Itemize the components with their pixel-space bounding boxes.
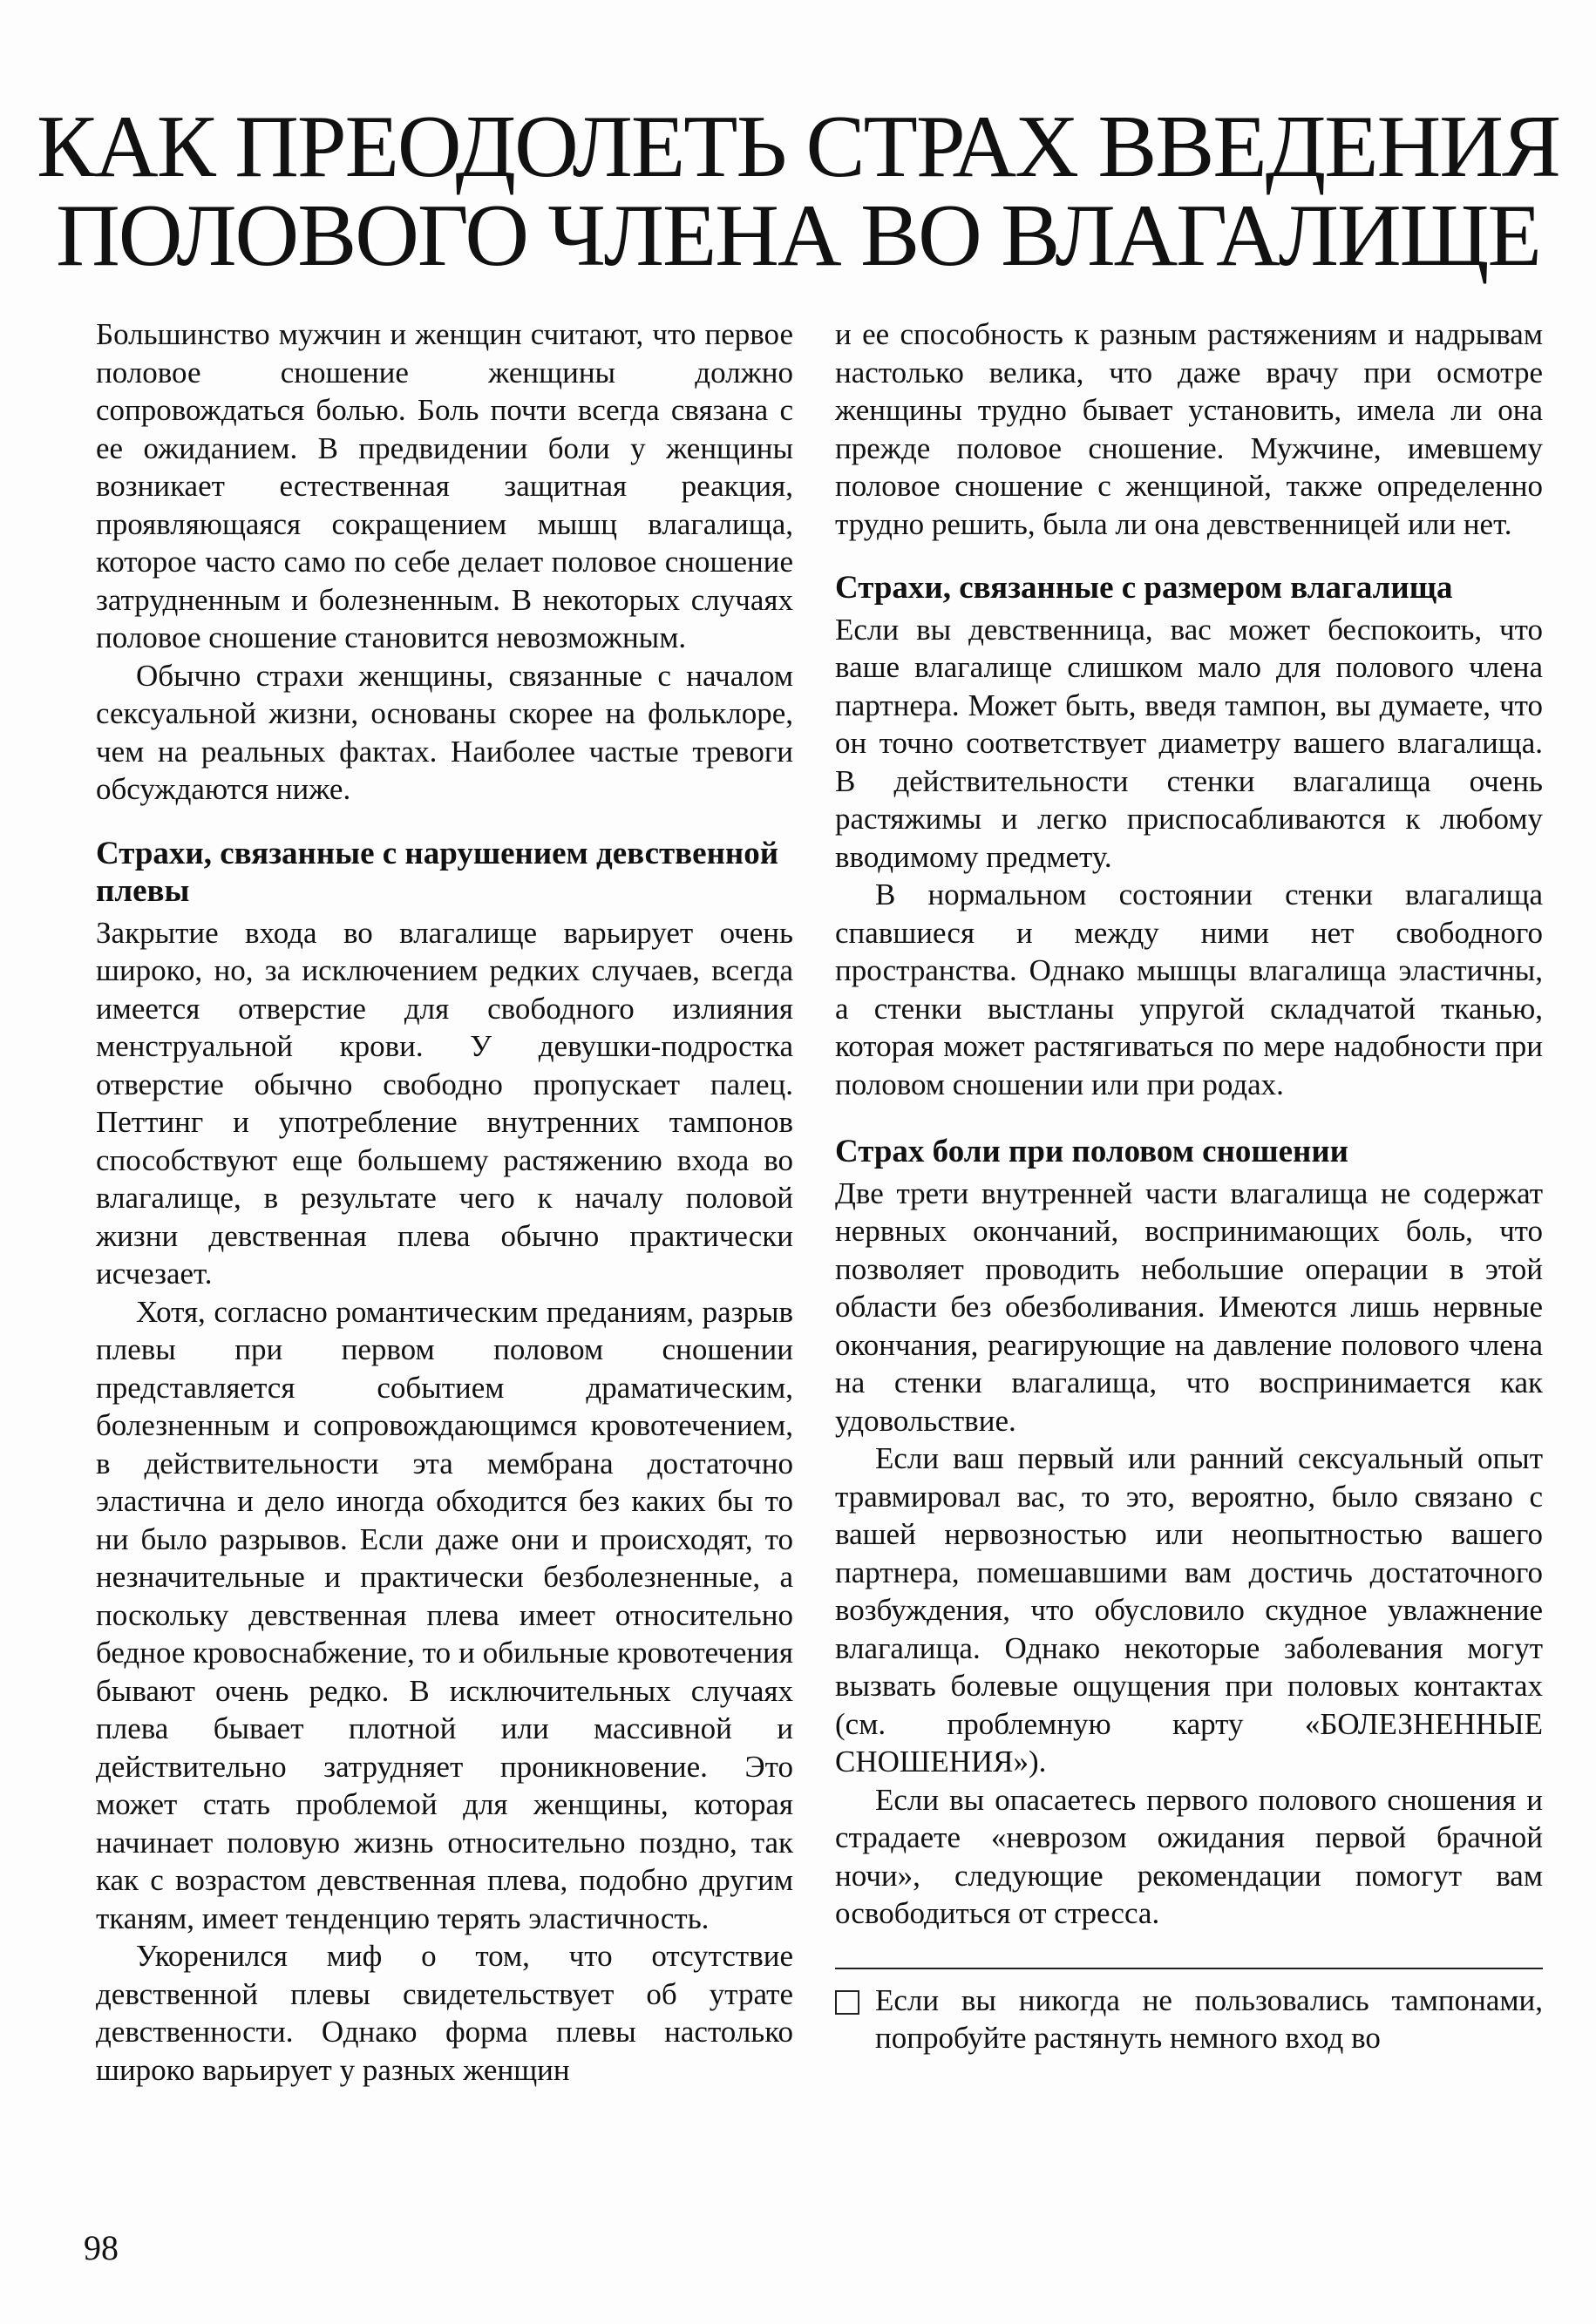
section-heading-hymen: Страхи, связанные с нарушением девственной плевы xyxy=(96,835,779,909)
paragraph: и ее способность к разным растяжениям и надрывам настолько велика, что даже врачу при осмотре женщины трудно бывает установить, имела ли она прежде половое сношение. Мужчине, имевшему половое сношение с женщиной, также определенно трудно решить, была ли она девственницей или нет. xyxy=(835,317,1543,541)
paragraph: Закрытие входа во влагалище варьирует очень широко, но, за исключением редких случаев, всегда имеется отверстие для свободного излияния менструальной крови. У девушки-подростка отверстие обычно свободно пропускает палец. Петтинг и употребление внутренних тампонов способствуют еще большему растяжению входа во влагалище, в результате чего к началу половой жизни девственная плева обычно практически исчезает. xyxy=(96,915,793,1291)
section-heading-vagina-size: Страхи, связанные с размером влагалища xyxy=(835,570,1453,606)
title-line-2: ПОЛОВОГО ЧЛЕНА ВО ВЛАГАЛИЩЕ xyxy=(56,186,1540,285)
checklist-item xyxy=(835,1982,1543,2057)
paragraph: Хотя, согласно романтическим преданиям, разрыв плевы при первом половом сношении представляется событием драматическим, болезненным и сопровождающимся кровотечением, в действительности эта мембрана достаточно эластична и дело иногда обходится без каких бы то ни было разрывов. Если даже они и происходят, то незначительные и практически безболезненные, а поскольку девственная плева имеет относительно бедное кровоснабжение, то и обильные кровотечения бывают очень редко. В исключительных случаях плева бывает плотной или массивной и действительно затрудняет проникновение. Это может стать проблемой для женщины, которая начинает половую жизнь относительно поздно, так как с возрастом девственная плева, подобно другим тканям, имеет тенденцию терять эластичность. xyxy=(96,1294,793,1935)
page-number: 98 xyxy=(84,2228,119,2267)
title-line-1: КАК ПРЕОДОЛЕТЬ СТРАХ ВВЕДЕНИЯ xyxy=(37,98,1559,196)
left-column xyxy=(96,315,793,2089)
paragraph: Если ваш первый или ранний сексуальный опыт травмировал вас, то это, вероятно, было связано с вашей нервозностью или неопытностью вашего партнера, помешавшими вам достичь достаточного возбуждения, что обусловило скудное увлажнение влагалища. Однако некоторые заболевания могут вызвать болевые ощущения при половых контактах (см. проблемную карту «БОЛЕЗНЕННЫЕ СНОШЕНИЯ»). xyxy=(835,1441,1543,1779)
checkbox-square-icon xyxy=(835,1990,859,2015)
paragraph: Обычно страхи женщины, связанные с началом сексуальной жизни, основаны скорее на фольклоре, чем на реальных фактах. Наиболее частые тревоги обсуждаются ниже. xyxy=(96,658,793,806)
paragraph: Большинство мужчин и женщин считают, что первое половое сношение женщины должно сопровождаться болью. Боль почти всегда связана с ее ожиданием. В предвидении боли у женщины возникает естественная защитная реакция, проявляющаяся сокращением мышц влагалища, которое часто само по себе делает половое сношение затрудненным и болезненным. В некоторых случаях половое сношение становится невозможным. xyxy=(96,317,793,654)
divider xyxy=(835,1968,1543,1969)
right-column xyxy=(835,315,1543,2057)
section-heading-pain: Страх боли при половом сношении xyxy=(835,1134,1349,1169)
paragraph: В нормальном состоянии стенки влагалища спавшиеся и между ними нет свободного пространства. Однако мышцы влагалища эластичны, а стенки выстланы упругой складчатой тканью, которая может растягиваться по мере надобности при половом сношении или при родах. xyxy=(835,877,1543,1101)
paragraph: Две трети внутренней части влагалища не содержат нервных окончаний, воспринимающих боль, что позволяет проводить небольшие операции в этой области без обезболивания. Имеются лишь нервные окончания, реагирующие на давление полового члена на стенки влагалища, что воспринимается как удовольствие. xyxy=(835,1176,1543,1438)
checklist-item-text: Если вы никогда не пользовались тампонами, попробуйте растянуть немного вход во xyxy=(875,1982,1543,2055)
paragraph: Если вы девственница, вас может беспокоить, что ваше влагалище слишком мало для полового члена партнера. Может быть, введя тампон, вы думаете, что он точно соответствует диаметру вашего влагалища. В действительности стенки влагалища очень растяжимы и легко приспосабливаются к любому вводимому предмету. xyxy=(835,612,1543,874)
paragraph: Если вы опасаетесь первого полового сношения и страдаете «неврозом ожидания первой брачной ночи», следующие рекомендации помогут вам освободиться от стресса. xyxy=(835,1782,1543,1930)
page-title xyxy=(0,98,1596,285)
paragraph: Укоренился миф о том, что отсутствие девственной плевы свидетельствует об утрате девственности. Однако форма плевы настолько широко варьирует у разных женщин xyxy=(96,1939,793,2087)
